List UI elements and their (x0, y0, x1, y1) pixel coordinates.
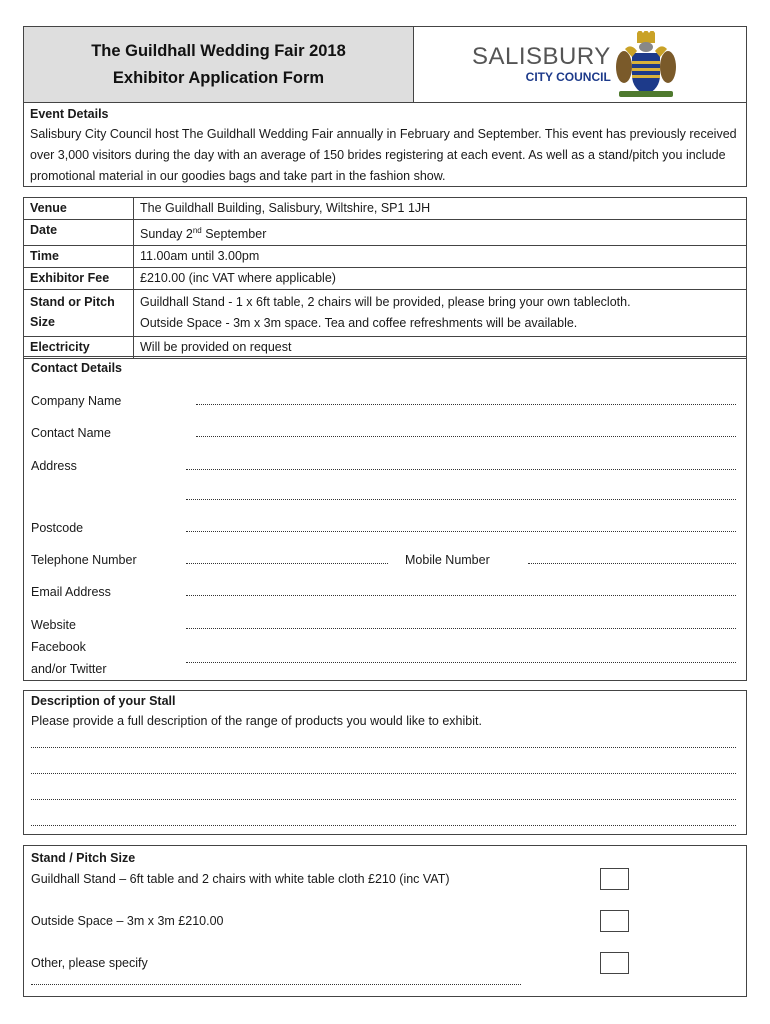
time-value: 11.00am until 3.00pm (134, 246, 747, 268)
electricity-label: Electricity (24, 337, 134, 359)
event-details-section (23, 103, 747, 187)
fee-row (24, 268, 747, 290)
venue-row (24, 198, 747, 220)
facebook-label: Facebook (31, 640, 86, 654)
twitter-label: and/or Twitter (31, 662, 107, 676)
social-media-field[interactable] (186, 662, 736, 663)
description-line-1[interactable] (31, 747, 736, 748)
guildhall-stand-option-label: Guildhall Stand – 6ft table and 2 chairs with white table cloth £210 (inc VAT) (31, 872, 450, 886)
venue-value: The Guildhall Building, Salisbury, Wiltshire, SP1 1JH (134, 198, 747, 220)
contact-details-heading: Contact Details (31, 361, 122, 375)
fee-value: £210.00 (inc VAT where applicable) (134, 268, 747, 290)
council-logo (414, 27, 746, 102)
website-label: Website (31, 618, 76, 632)
date-label: Date (24, 220, 134, 246)
title-cell (24, 27, 414, 102)
size-value: Guildhall Stand - 1 x 6ft table, 2 chairs will be provided, please bring your own tablecloth. Outside Space - 3m x 3m space. Tea and coffee refreshments will be available. (134, 290, 747, 337)
telephone-label: Telephone Number (31, 553, 137, 567)
other-option-label: Other, please specify (31, 956, 148, 970)
contact-name-field[interactable] (196, 436, 736, 437)
address-field-line2[interactable] (186, 499, 736, 500)
size-row (24, 290, 747, 337)
event-details-text: Salisbury City Council host The Guildhall Wedding Fair annually in February and September. This event has previously received over 3,000 visitors during the day with an average of 150 brides registering at each event. As well as a stand/pitch you include promotional material in our goodies bags and take part in the fashion show. (30, 127, 737, 183)
address-label: Address (31, 459, 77, 473)
stall-description-instructions: Please provide a full description of the range of products you would like to exhibit. (31, 714, 482, 728)
description-line-3[interactable] (31, 799, 736, 800)
outside-space-option-label: Outside Space – 3m x 3m £210.00 (31, 914, 224, 928)
contact-details-section (23, 356, 747, 681)
mobile-field[interactable] (528, 563, 736, 564)
date-value: Sunday 2nd September (134, 220, 747, 246)
stall-description-section (23, 690, 747, 835)
description-line-2[interactable] (31, 773, 736, 774)
time-row (24, 246, 747, 268)
postcode-label: Postcode (31, 521, 84, 535)
website-field[interactable] (186, 628, 736, 629)
stand-size-section (23, 845, 747, 997)
contact-name-label: Contact Name (31, 426, 111, 440)
venue-label: Venue (24, 198, 134, 220)
other-specify-field[interactable] (31, 984, 521, 985)
fee-label: Exhibitor Fee (24, 268, 134, 290)
stall-description-heading: Description of your Stall (31, 694, 176, 708)
outside-space-checkbox[interactable] (600, 910, 629, 932)
size-label: Stand or Pitch Size (24, 290, 134, 337)
electricity-value: Will be provided on request (134, 337, 747, 359)
email-label: Email Address (31, 585, 111, 599)
form-title: The Guildhall Wedding Fair 2018 (91, 41, 346, 60)
form-header (23, 26, 747, 103)
event-info-table (23, 197, 747, 355)
other-checkbox[interactable] (600, 952, 629, 974)
logo-text-city-council: CITY COUNCIL (525, 69, 611, 84)
event-details-heading: Event Details (30, 107, 109, 121)
address-field-line1[interactable] (186, 469, 736, 470)
logo-text-salisbury: SALISBURY (472, 42, 611, 70)
company-name-label: Company Name (31, 394, 122, 408)
date-row (24, 220, 747, 246)
time-label: Time (24, 246, 134, 268)
description-line-4[interactable] (31, 825, 736, 826)
postcode-field[interactable] (186, 531, 736, 532)
form-subtitle: Exhibitor Application Form (112, 68, 325, 87)
company-name-field[interactable] (196, 404, 736, 405)
guildhall-stand-checkbox[interactable] (600, 868, 629, 890)
mobile-label: Mobile Number (405, 553, 490, 567)
coat-of-arms-icon (615, 31, 677, 99)
telephone-field[interactable] (186, 563, 388, 564)
email-field[interactable] (186, 595, 736, 596)
stand-size-heading: Stand / Pitch Size (31, 851, 136, 865)
